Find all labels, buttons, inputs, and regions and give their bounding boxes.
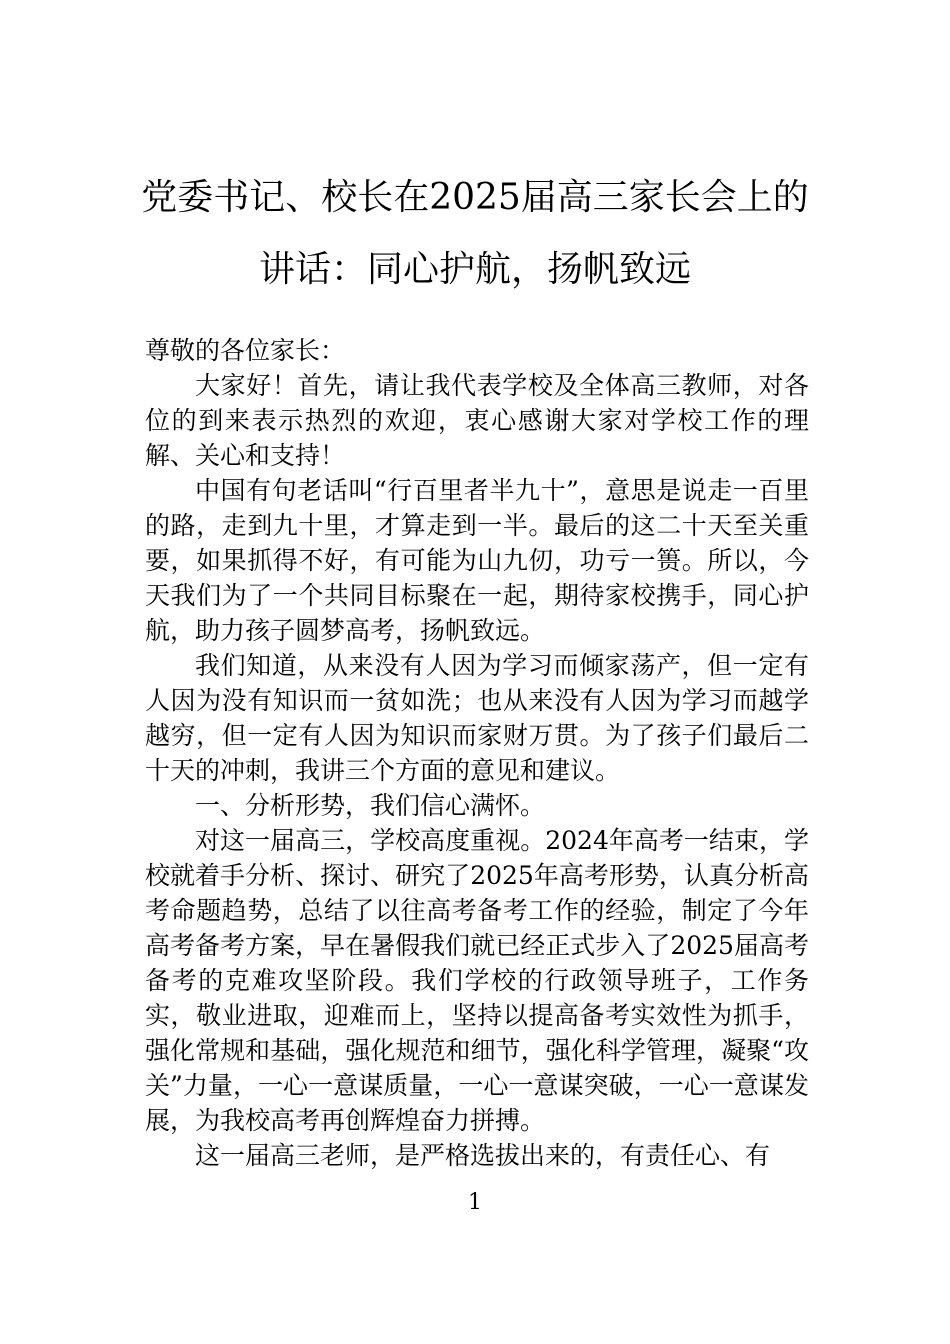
paragraph-3: 我们知道，从来没有人因为学习而倾家荡产，但一定有人因为没有知识而一贫如洗；也从来没有人因为学习而越学越穷，但一定有人因为知识而家财万贯。为了孩子们最后二十天的冲刺，我讲三个方面的意见和建议。 [145, 651, 809, 785]
section-heading-1: 一、分析形势，我们信心满怀。 [195, 791, 546, 820]
title-line-1: 党委书记、校长在2025届高三家长会上的 [141, 177, 809, 218]
paragraph-2: 中国有句老话叫“行百里者半九十”，意思是说走一百里的路，走到九十里，才算走到一半。最后的这二十天至关重要，如果抓得不好，有可能为山九仞，功亏一篑。所以，今天我们为了一个共同目标聚在一起，期待家校携手，同心护航，助力孩子圆梦高考，扬帆致远。 [145, 476, 809, 645]
page-title [100, 162, 850, 306]
paragraph-4: 对这一届高三，学校高度重视。2024年高考一结束，学校就着手分析、探讨、研究了2025年高考形势，认真分析高考命题趋势，总结了以往高考备考工作的经验，制定了今年高考备考方案，早在暑假我们就已经正式步入了2025届高考备考的克难攻坚阶段。我们学校的行政领导班子，工作务实，敬业进取，迎难而上，坚持以提高备考实效性为抓手，强化常规和基础，强化规范和细节，强化科学管理，凝聚“攻关”力量，一心一意谋质量，一心一意谋突破，一心一意谋发展，为我校高考再创辉煌奋力拼搏。 [145, 826, 809, 1135]
page-number: 1 [468, 1190, 482, 1215]
title-line-2: 讲话：同心护航，扬帆致远 [258, 249, 691, 290]
paragraph-1: 大家好！首先，请让我代表学校及全体高三教师，对各位的到来表示热烈的欢迎，衷心感谢大家对学校工作的理解、关心和支持！ [145, 371, 809, 470]
document-body [145, 333, 809, 1173]
paragraph-5: 这一届高三老师，是严格选拔出来的，有责任心、有 [195, 1141, 771, 1170]
salutation: 尊敬的各位家长： [145, 336, 346, 365]
